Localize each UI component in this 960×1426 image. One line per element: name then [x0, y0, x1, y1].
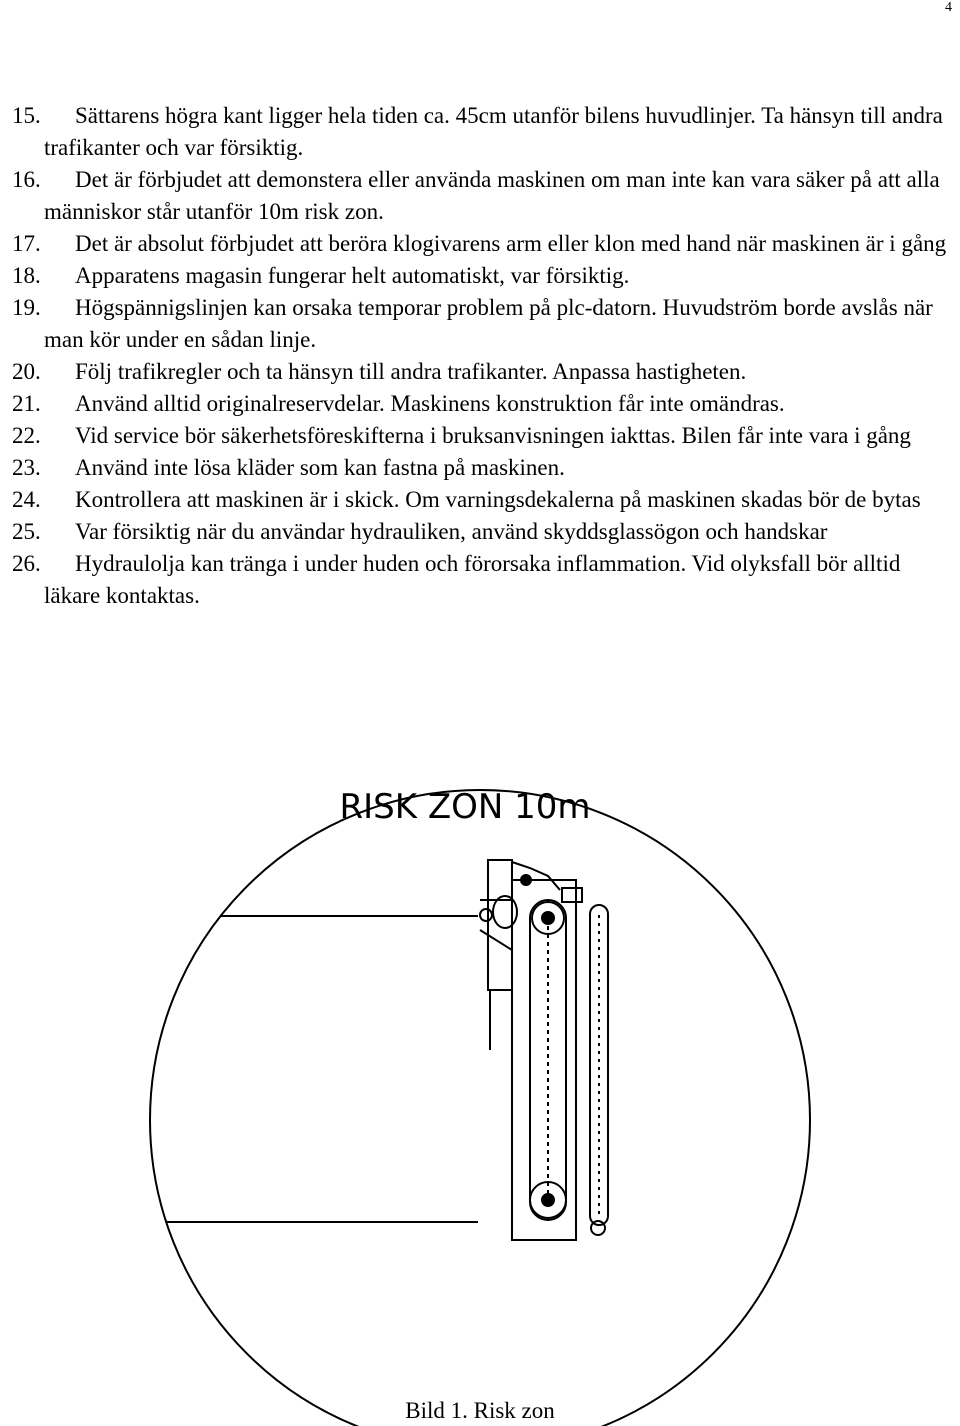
- item-text: Det är förbjudet att demonstera eller använda maskinen om man inte kan vara säker på att alla människor står utanför 10m risk zon.: [44, 167, 940, 224]
- item-text: Hydraulolja kan tränga i under huden och förorsaka inflammation. Vid olyksfall bör alltid läkare kontaktas.: [44, 551, 901, 608]
- page-number: 4: [945, 0, 952, 15]
- risk-zone-circle: [150, 790, 810, 1426]
- zone-label: RISK ZON 10m: [339, 787, 591, 827]
- item-number: 25.: [12, 519, 41, 544]
- figure-caption: Bild 1. Risk zon: [405, 1398, 555, 1423]
- item-text: Använd alltid originalreservdelar. Maskinens konstruktion får inte omändras.: [75, 391, 785, 416]
- item-number: 15.: [12, 103, 41, 128]
- item-text: Var försiktig när du användar hydrauliken, använd skyddsglassögon och handskar: [75, 519, 828, 544]
- machine-drawing: [480, 860, 608, 1240]
- item-number: 22.: [12, 423, 41, 448]
- risk-zone-figure: [0, 750, 960, 1426]
- item-text: Följ trafikregler och ta hänsyn till andra trafikanter. Anpassa hastigheten.: [75, 359, 747, 384]
- item-text: Det är absolut förbjudet att beröra klogivarens arm eller klon med hand när maskinen är i gång: [75, 231, 947, 256]
- top-bracket: [562, 888, 582, 902]
- item-number: 20.: [12, 359, 41, 384]
- bottom-wheel-hub: [542, 1194, 554, 1206]
- list-item: [12, 228, 952, 260]
- list-item: [12, 548, 952, 612]
- list-item: [12, 100, 952, 164]
- item-text: Kontrollera att maskinen är i skick. Om varningsdekalerna på maskinen skadas bör de bytas: [75, 487, 921, 512]
- item-number: 16.: [12, 167, 41, 192]
- list-item: [12, 260, 952, 292]
- item-number: 17.: [12, 231, 41, 256]
- list-item: [12, 420, 952, 452]
- list-item: [12, 484, 952, 516]
- list-item: [12, 292, 952, 356]
- list-item: [12, 388, 952, 420]
- risk-zone-diagram: [0, 750, 960, 1426]
- top-wheel-hub: [542, 912, 554, 924]
- pivot-bolt: [521, 875, 531, 885]
- conveyor-chain: [530, 900, 566, 1220]
- item-text: Sättarens högra kant ligger hela tiden ca. 45cm utanför bilens huvudlinjer. Ta hänsyn till andra trafikanter och var försiktig.: [44, 103, 943, 160]
- arm-joint: [480, 909, 492, 921]
- item-text: Apparatens magasin fungerar helt automatiskt, var försiktig.: [75, 263, 630, 288]
- top-linkage: [512, 862, 560, 890]
- item-number: 19.: [12, 295, 41, 320]
- item-text: Vid service bör säkerhetsföreskifterna i bruksanvisningen iakttas. Bilen får inte vara i gång: [75, 423, 911, 448]
- list-item: [12, 516, 952, 548]
- rail-end-wheel: [591, 1221, 605, 1235]
- list-item: [12, 164, 952, 228]
- item-number: 24.: [12, 487, 41, 512]
- list-item: [12, 452, 952, 484]
- list-item: [12, 356, 952, 388]
- safety-rules-list: [12, 100, 952, 612]
- item-number: 18.: [12, 263, 41, 288]
- right-rail: [590, 905, 608, 1225]
- item-text: Högspännigslinjen kan orsaka temporar problem på plc-datorn. Huvudström borde avslås när man kör under en sådan linje.: [44, 295, 933, 352]
- arm-column: [488, 860, 512, 990]
- arm-link-2: [480, 930, 512, 950]
- item-number: 21.: [12, 391, 41, 416]
- item-text: Använd inte lösa kläder som kan fastna på maskinen.: [75, 455, 565, 480]
- item-number: 23.: [12, 455, 41, 480]
- item-number: 26.: [12, 551, 41, 576]
